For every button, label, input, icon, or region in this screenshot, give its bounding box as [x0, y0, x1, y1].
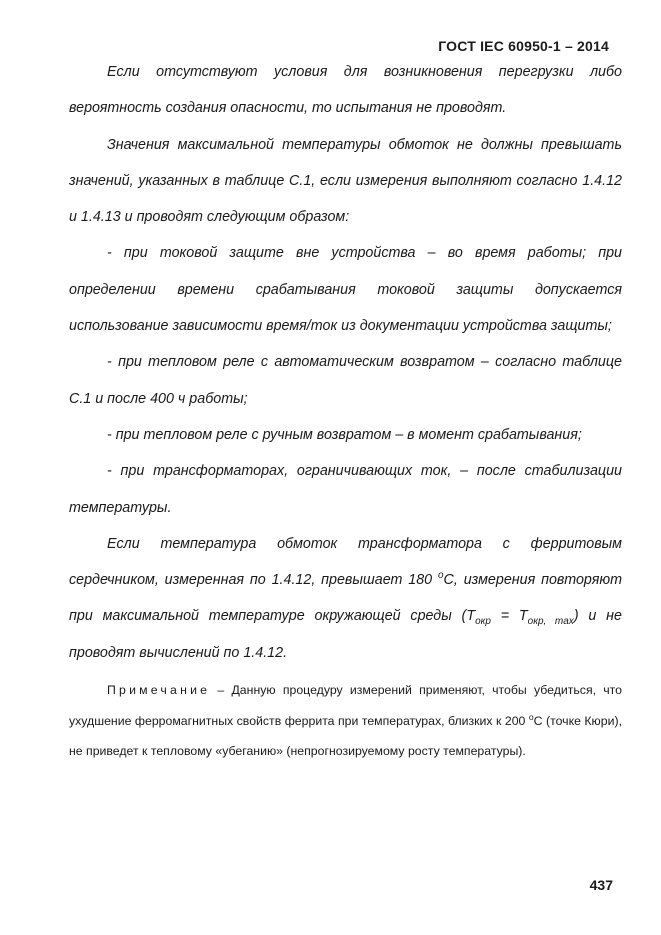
t-ambient-sub: окр: [475, 616, 491, 628]
note-degree-sup: o: [528, 711, 534, 722]
paragraph-3: - при токовой защите вне устройства – во время работы; при определении времени срабатывания токовой защиты допускается использование зависимости время/ток из документации устройства защиты;: [69, 245, 622, 335]
t-ambient-max: T: [518, 608, 528, 625]
note-label: Примечание: [107, 683, 211, 698]
t-ambient-max-sub: окр, max: [527, 616, 574, 628]
paragraph-6: - при трансформаторах, ограничивающих ток, – после стабилизации температуры.: [69, 463, 622, 516]
paragraph-7-part2: С, измерения повторяют при максимальной температуре окружающей среды (: [69, 572, 622, 625]
note-part1: – Данную процедуру измерений применяют, чтобы убедиться, что ухудшение ферромагнитных свойств феррита при температурах, близких к 200: [69, 683, 622, 728]
page-content: [69, 54, 622, 767]
paragraph-2: Значения максимальной температуры обмоток не должны превышать значений, указанных в таблице С.1, если измерения выполняют согласно 1.4.12 и 1.4.13 и проводят следующим образом:: [69, 136, 622, 226]
paragraph-7-part1: Если температура обмоток трансформатора с ферритовым сердечником, измеренная по 1.4.12, превышает 180: [69, 535, 622, 589]
page-number: 437: [589, 877, 613, 893]
note-paragraph: [69, 675, 622, 767]
main-text: [69, 54, 622, 671]
paragraph-7: [69, 526, 622, 671]
paragraph-7-part3: ) и не проводят вычислений по 1.4.12.: [69, 608, 622, 661]
equals-sign: =: [490, 608, 519, 625]
paragraph-4: - при тепловом реле с автоматическим возвратом – согласно таблице С.1 и после 400 ч работы;: [69, 354, 622, 407]
document-header: ГОСТ IEC 60950-1 – 2014: [438, 38, 609, 54]
t-ambient: T: [466, 608, 476, 625]
note-block: [69, 675, 622, 767]
note-part2: С (точке Кюри), не приведет к тепловому «убеганию» (непрогнозируемому росту температуры).: [69, 713, 622, 759]
paragraph-5: - при тепловом реле с ручным возвратом – в момент срабатывания;: [107, 426, 582, 443]
degree-sup: o: [437, 570, 444, 582]
paragraph-1: Если отсутствуют условия для возникновения перегрузки либо вероятность создания опасности, то испытания не проводят.: [69, 64, 622, 117]
